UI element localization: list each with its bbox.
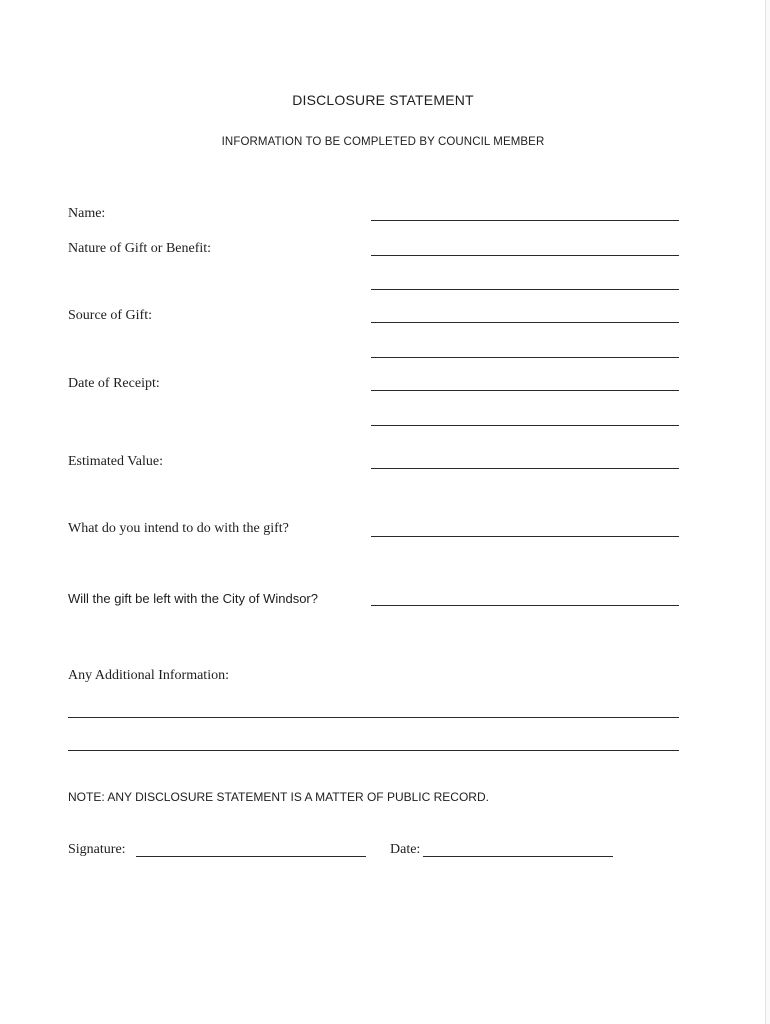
signature-label: Signature: xyxy=(68,842,126,857)
date-label: Date: xyxy=(390,842,421,857)
date-of-receipt-label: Date of Receipt: xyxy=(68,376,160,391)
date-of-receipt-line-2[interactable] xyxy=(371,425,679,426)
public-record-note: NOTE: ANY DISCLOSURE STATEMENT IS A MATTER OF PUBLIC RECORD. xyxy=(68,790,489,804)
name-field-line[interactable] xyxy=(371,220,679,221)
nature-of-gift-line-1[interactable] xyxy=(371,255,679,256)
source-of-gift-line-1[interactable] xyxy=(371,322,679,323)
document-subtitle: INFORMATION TO BE COMPLETED BY COUNCIL MEMBER xyxy=(221,136,545,148)
source-of-gift-line-2[interactable] xyxy=(371,357,679,358)
signature-line[interactable] xyxy=(136,856,366,857)
estimated-value-line[interactable] xyxy=(371,468,679,469)
page-edge xyxy=(765,0,770,1024)
intent-line[interactable] xyxy=(371,536,679,537)
date-line[interactable] xyxy=(423,856,613,857)
intent-label: What do you intend to do with the gift? xyxy=(68,521,289,536)
document-title: DISCLOSURE STATEMENT xyxy=(292,92,474,108)
nature-of-gift-label: Nature of Gift or Benefit: xyxy=(68,241,212,256)
date-of-receipt-line-1[interactable] xyxy=(371,390,679,391)
estimated-value-label: Estimated Value: xyxy=(68,454,163,469)
additional-info-line-2[interactable] xyxy=(68,750,679,751)
additional-info-label: Any Additional Information: xyxy=(68,668,229,683)
nature-of-gift-line-2[interactable] xyxy=(371,289,679,290)
source-of-gift-label: Source of Gift: xyxy=(68,308,152,323)
left-with-city-label: Will the gift be left with the City of Windsor? xyxy=(68,591,318,606)
left-with-city-line[interactable] xyxy=(371,605,679,606)
additional-info-line-1[interactable] xyxy=(68,717,679,718)
name-label: Name: xyxy=(68,206,106,221)
